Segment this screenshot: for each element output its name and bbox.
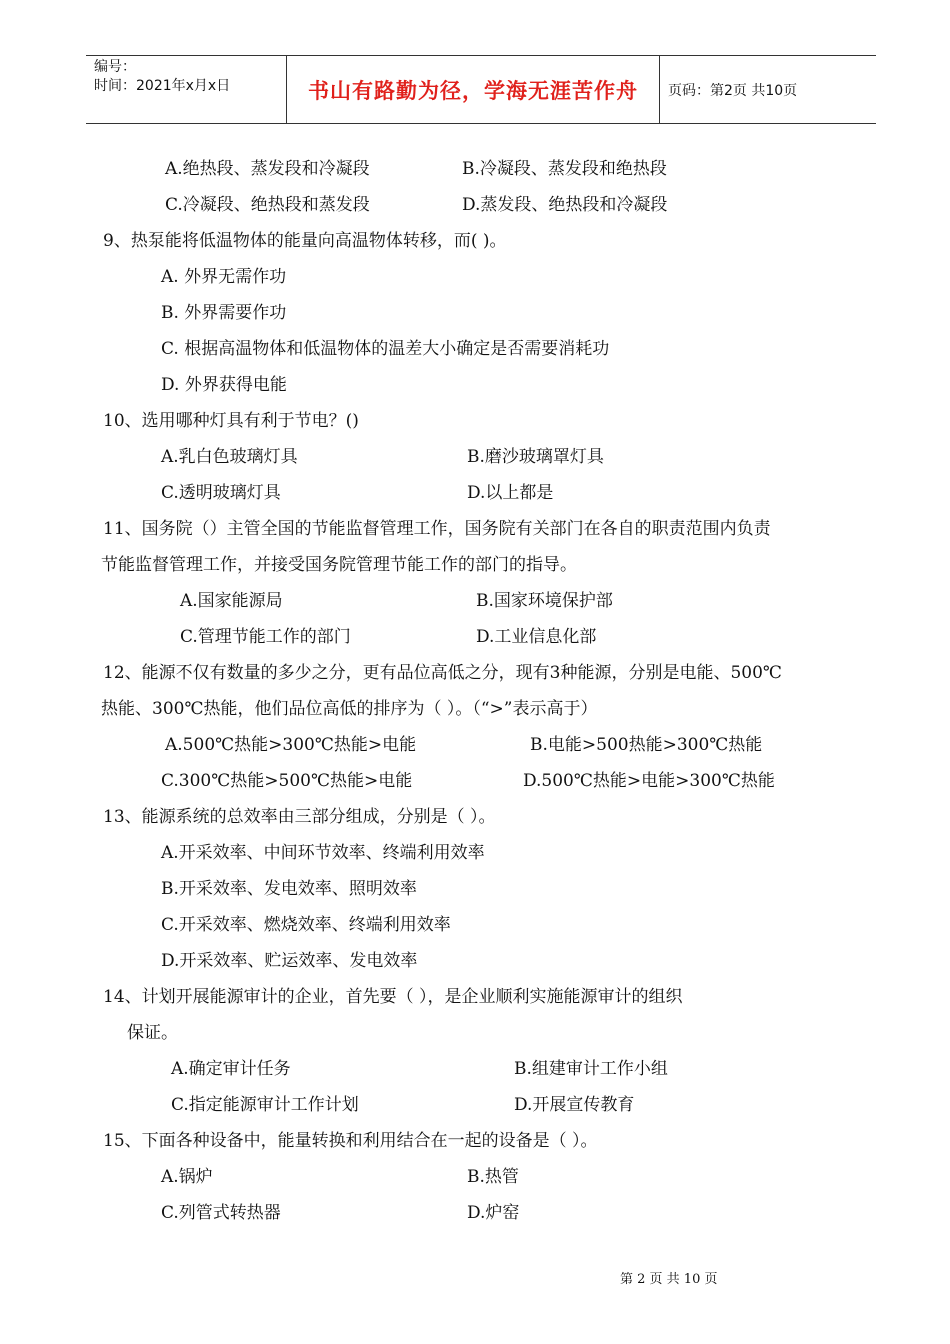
q13-option-b: B.开采效率、发电效率、照明效率 bbox=[161, 879, 417, 899]
q12-stem-line2: 热能、300℃热能，他们品位高低的排序为（ ）。（“>”表示高于） bbox=[101, 699, 598, 719]
header-page-cell bbox=[660, 56, 876, 123]
header-meta bbox=[86, 56, 286, 123]
q14-stem-line2: 保证。 bbox=[127, 1023, 178, 1043]
q8-option-d: D.蒸发段、绝热段和冷凝段 bbox=[462, 195, 668, 215]
q14-option-b: B.组建审计工作小组 bbox=[514, 1059, 668, 1079]
q10-option-a: A.乳白色玻璃灯具 bbox=[161, 447, 298, 467]
q14-option-a: A.确定审计任务 bbox=[171, 1059, 291, 1079]
q15-option-a: A.锅炉 bbox=[161, 1167, 213, 1187]
q15-option-c: C.列管式转热器 bbox=[161, 1203, 281, 1223]
serial-label: 编号： bbox=[94, 59, 136, 75]
q10-stem: 10、选用哪种灯具有利于节电？() bbox=[103, 411, 359, 431]
q10-option-c: C.透明玻璃灯具 bbox=[161, 483, 281, 503]
q9-stem: 9、热泵能将低温物体的能量向高温物体转移，而( )。 bbox=[103, 231, 507, 251]
page-header bbox=[86, 55, 876, 124]
q13-option-d: D.开采效率、贮运效率、发电效率 bbox=[161, 951, 418, 971]
q12-option-b: B.电能>500热能>300℃热能 bbox=[530, 735, 763, 755]
q11-stem-line2: 节能监督管理工作，并接受国务院管理节能工作的部门的指导。 bbox=[101, 555, 577, 575]
page-label: 页码：第2页 共10页 bbox=[668, 82, 798, 99]
page-footer: 第 2 页 共 10 页 bbox=[620, 1272, 718, 1287]
q11-option-d: D.工业信息化部 bbox=[476, 627, 597, 647]
q15-stem: 15、下面各种设备中，能量转换和利用结合在一起的设备是（ ）。 bbox=[103, 1131, 598, 1151]
q11-stem-line1: 11、国务院（）主管全国的节能监督管理工作，国务院有关部门在各自的职责范围内负责 bbox=[103, 519, 771, 539]
q12-stem-line1: 12、能源不仅有数量的多少之分，更有品位高低之分，现有3种能源，分别是电能、500℃ bbox=[103, 663, 782, 683]
q10-option-d: D.以上都是 bbox=[467, 483, 554, 503]
q15-option-d: D.炉窑 bbox=[467, 1203, 520, 1223]
q14-option-d: D.开展宣传教育 bbox=[514, 1095, 635, 1115]
q10-option-b: B.磨沙玻璃罩灯具 bbox=[467, 447, 604, 467]
q9-option-c: C. 根据高温物体和低温物体的温差大小确定是否需要消耗功 bbox=[161, 339, 610, 359]
q13-option-a: A.开采效率、中间环节效率、终端利用效率 bbox=[161, 843, 485, 863]
q9-option-a: A. 外界无需作功 bbox=[161, 267, 287, 287]
time-label: 时间：2021年x月x日 bbox=[94, 78, 231, 94]
q8-option-c: C.冷凝段、绝热段和蒸发段 bbox=[165, 195, 370, 215]
motto: 书山有路勤为径，学海无涯苦作舟 bbox=[308, 78, 638, 103]
q12-option-a: A.500℃热能>300℃热能>电能 bbox=[165, 735, 417, 755]
q13-stem: 13、能源系统的总效率由三部分组成，分别是（ ）。 bbox=[103, 807, 496, 827]
header-motto-cell bbox=[286, 56, 660, 123]
q11-option-b: B.国家环境保护部 bbox=[476, 591, 613, 611]
q9-option-b: B. 外界需要作功 bbox=[161, 303, 287, 323]
q13-option-c: C.开采效率、燃烧效率、终端利用效率 bbox=[161, 915, 451, 935]
q12-option-c: C.300℃热能>500℃热能>电能 bbox=[161, 771, 413, 791]
q11-option-c: C.管理节能工作的部门 bbox=[180, 627, 351, 647]
q11-option-a: A.国家能源局 bbox=[180, 591, 283, 611]
q14-option-c: C.指定能源审计工作计划 bbox=[171, 1095, 359, 1115]
q14-stem-line1: 14、计划开展能源审计的企业，首先要（ ），是企业顺利实施能源审计的组织 bbox=[103, 987, 683, 1007]
q9-option-d: D. 外界获得电能 bbox=[161, 375, 287, 395]
q8-option-a: A.绝热段、蒸发段和冷凝段 bbox=[165, 159, 370, 179]
q15-option-b: B.热管 bbox=[467, 1167, 519, 1187]
q12-option-d: D.500℃热能>电能>300℃热能 bbox=[523, 771, 775, 791]
q8-option-b: B.冷凝段、蒸发段和绝热段 bbox=[462, 159, 667, 179]
